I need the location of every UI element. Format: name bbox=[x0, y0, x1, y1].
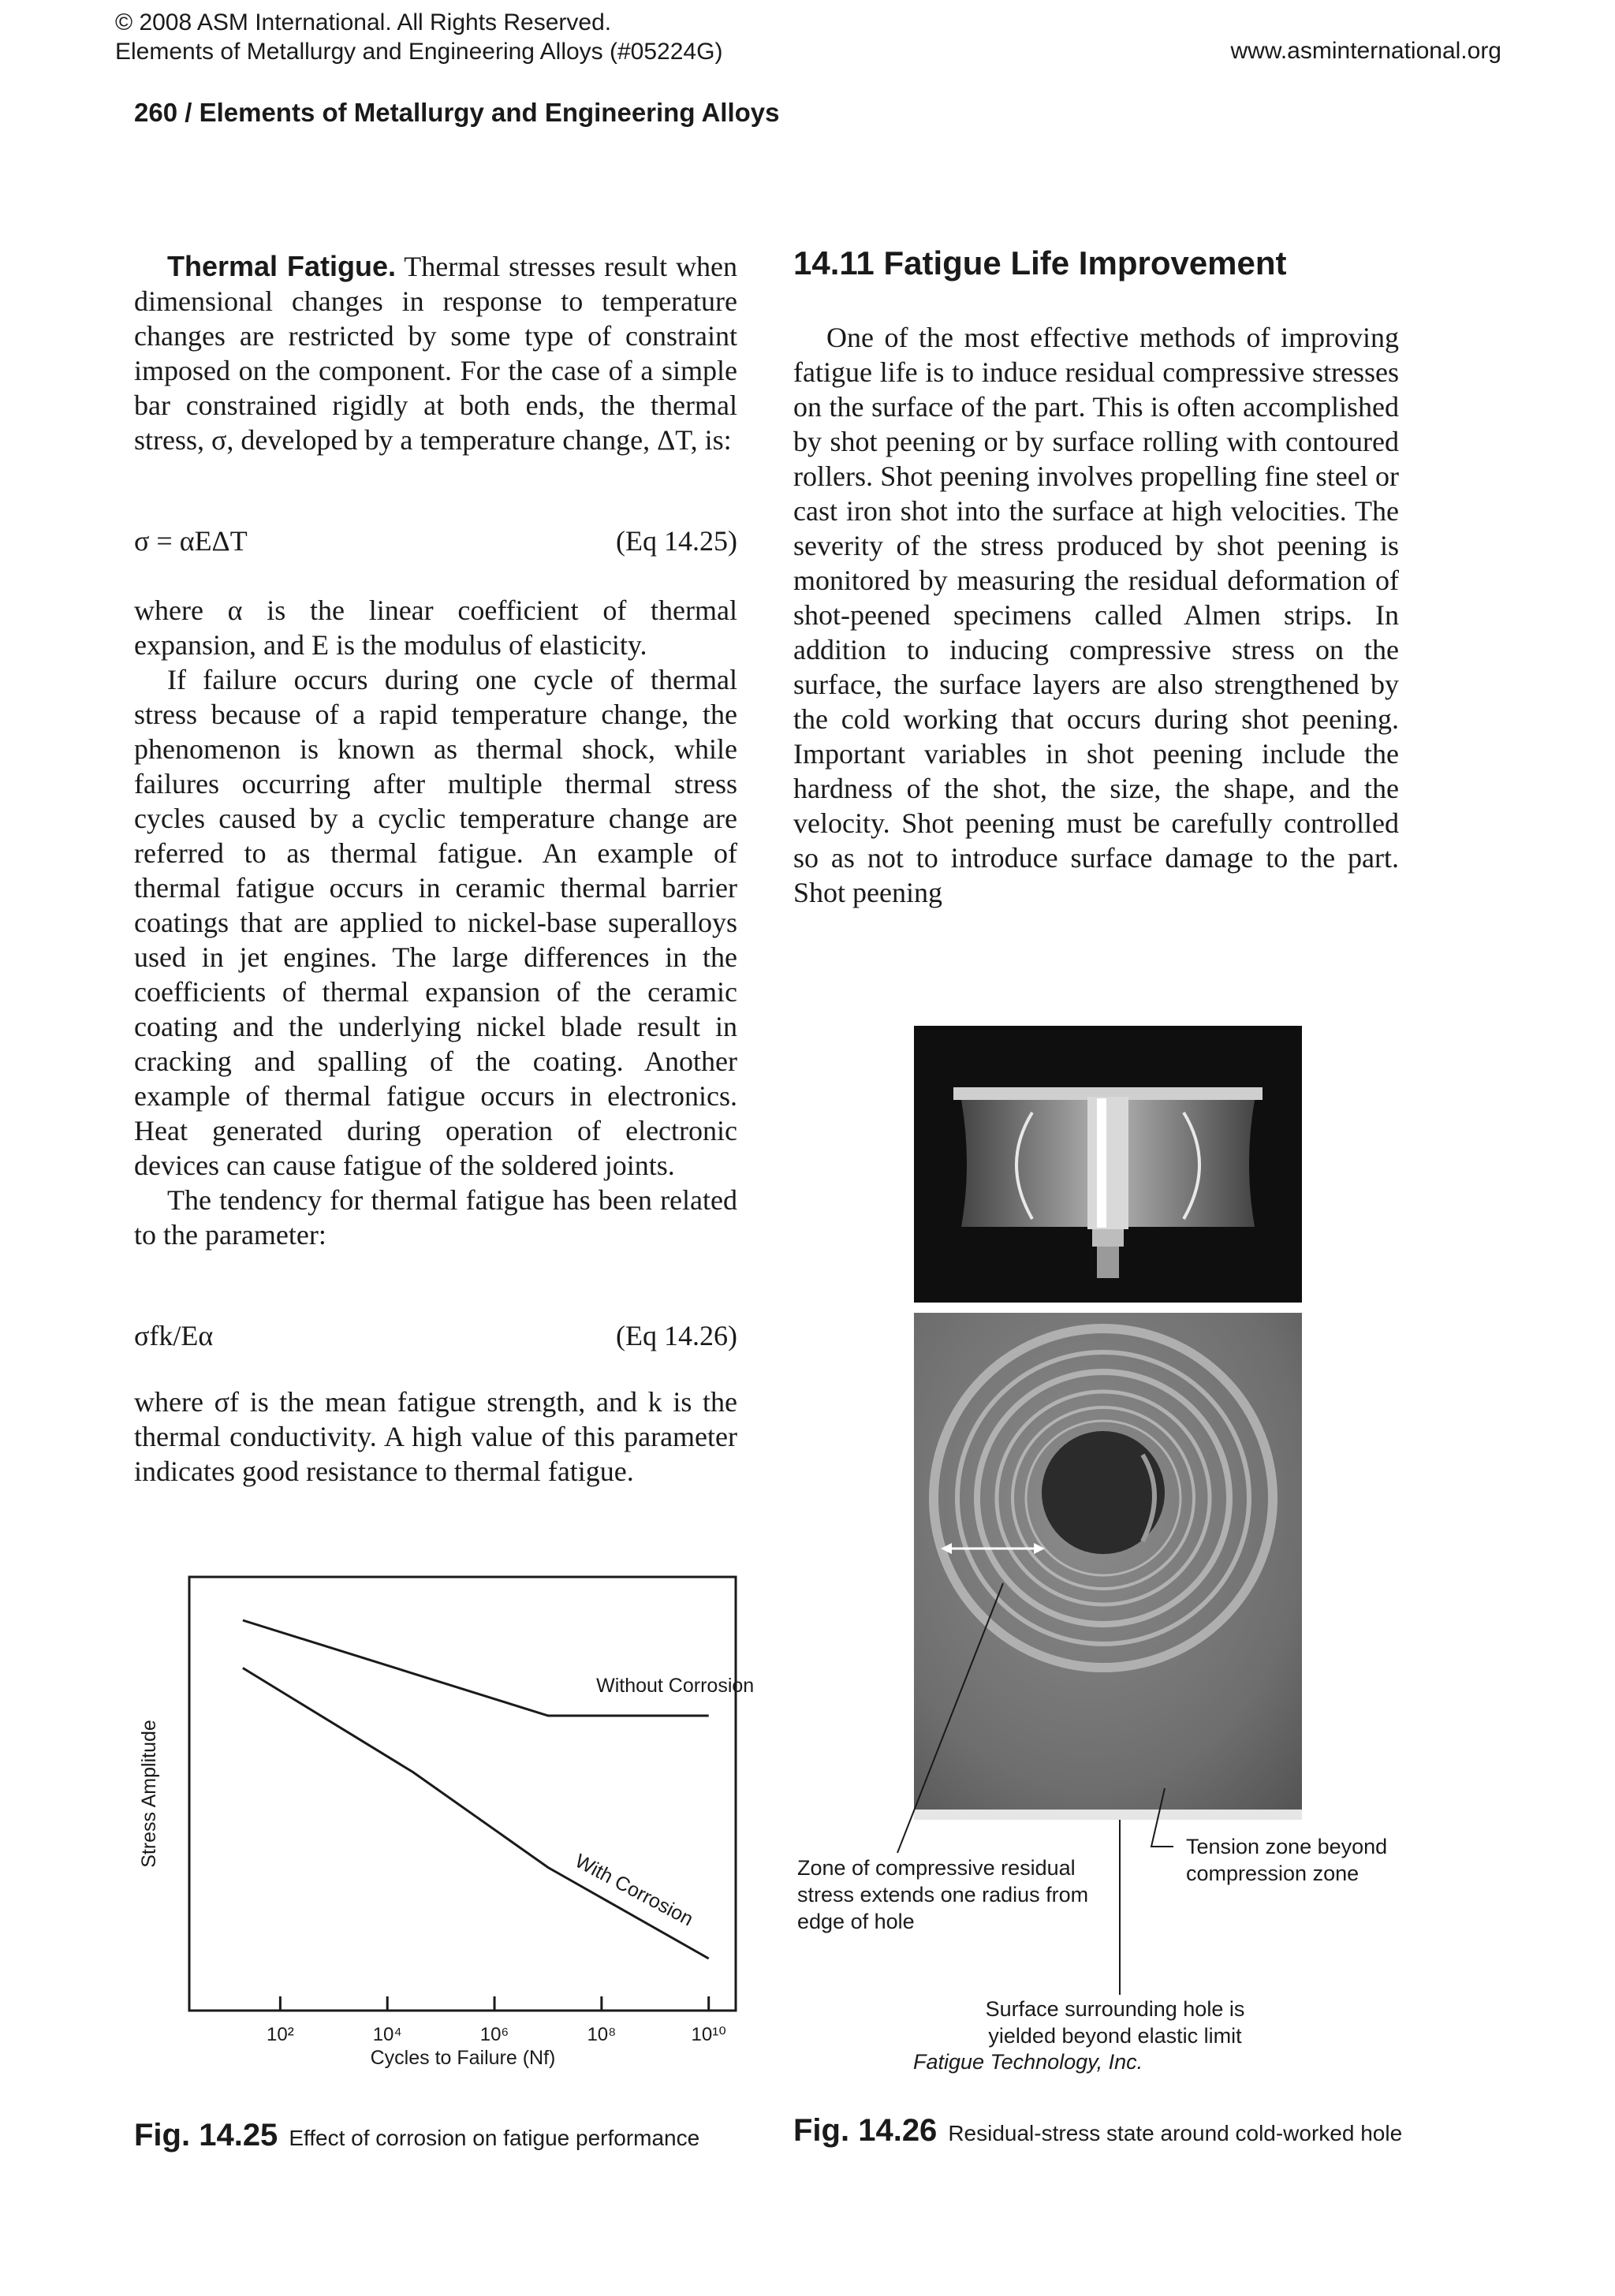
caption-text: Effect of corrosion on fatigue performance bbox=[289, 2126, 700, 2150]
book-title-line: Elements of Metallurgy and Engineering Alloys (#05224G) bbox=[115, 39, 723, 65]
running-head: 260 / Elements of Metallurgy and Engineering Alloys bbox=[134, 98, 780, 127]
y-axis-label: Stress Amplitude bbox=[138, 1720, 160, 1868]
paragraph-text: Thermal stresses result when dimensional changes in response to temperature changes are restricted by some type of constraint imposed on the component. For the case of a simple bar constrained rigidly at both ends, the thermal stress, σ, developed by a temperature change, ΔT, is: bbox=[134, 251, 737, 456]
equation-14-26: σfk/Eα bbox=[134, 1320, 214, 1351]
caption-number: Fig. 14.25 bbox=[134, 2118, 278, 2152]
copyright-line: © 2008 ASM International. All Rights Reserved. bbox=[115, 9, 612, 35]
x-tick-label: 10⁴ bbox=[372, 2024, 402, 2045]
thermal-fatigue-paragraph bbox=[134, 249, 737, 457]
plot-frame bbox=[189, 1577, 736, 2011]
chart-series bbox=[243, 1620, 709, 1959]
series-line-0 bbox=[243, 1620, 709, 1716]
paragraph: The tendency for thermal fatigue has been related to the parameter: bbox=[134, 1184, 737, 1250]
copyright-block bbox=[115, 8, 722, 66]
series-label-without-corrosion: Without Corrosion bbox=[596, 1675, 755, 1697]
fixture-illustration bbox=[914, 1026, 1302, 1303]
x-tick-label: 10⁶ bbox=[479, 2024, 509, 2045]
left-column-top bbox=[134, 249, 737, 457]
figure-caption-14-25 bbox=[134, 2118, 699, 2153]
callout-leaders bbox=[789, 1538, 1419, 2011]
section-heading: 14.11 Fatigue Life Improvement bbox=[793, 244, 1287, 281]
right-column bbox=[793, 320, 1399, 910]
equation-label: (Eq 14.25) bbox=[616, 525, 737, 557]
paragraph: If failure occurs during one cycle of thermal stress because of a rapid temperature change, the phenomenon is known as thermal shock, while failures occurring after multiple thermal stress cycles caused by a cyclic temperature change are referred to as thermal fatigue. An example of thermal fatigue occurs in ceramic thermal barrier coatings that are applied to nickel-base superalloys used in jet engines. The large differences in the coefficients of thermal expansion of the ceramic coating and the underlying nickel blade result in cracking and spalling of the coating. Another example of thermal fatigue occurs in electronics. Heat generated during operation of electronic devices can cause fatigue of the soldered joints. bbox=[134, 664, 737, 1181]
callout-compressive-zone: Zone of compressive residual stress extends one radius from edge of hole bbox=[797, 1856, 1089, 1933]
caption-text: Residual-stress state around cold-worked hole bbox=[948, 2121, 1403, 2145]
left-column-bottom bbox=[134, 1385, 737, 1489]
fixture-photo bbox=[914, 1026, 1302, 1303]
paragraph: where σf is the mean fatigue strength, and k is the thermal conductivity. A high value of this parameter indicates good resistance to thermal fatigue. bbox=[134, 1386, 737, 1487]
thermal-fatigue-heading: Thermal Fatigue. bbox=[167, 250, 396, 282]
photo-credit: Fatigue Technology, Inc. bbox=[913, 2050, 1143, 2074]
fatigue-chart bbox=[126, 1565, 757, 2070]
paragraph: where α is the linear coefficient of thermal expansion, and E is the modulus of elasticity. bbox=[134, 594, 737, 661]
left-column-middle bbox=[134, 593, 737, 1252]
series-line-1 bbox=[243, 1668, 709, 1959]
figure-caption-14-26 bbox=[793, 2113, 1402, 2149]
x-ticks bbox=[267, 1996, 726, 2045]
x-tick-label: 10¹⁰ bbox=[691, 2024, 726, 2045]
callout-tension-zone: Tension zone beyond compression zone bbox=[1186, 1835, 1388, 1885]
caption-number: Fig. 14.26 bbox=[793, 2113, 938, 2148]
callout-surface-yielded: Surface surrounding hole is yielded beyond elastic limit bbox=[985, 1997, 1245, 2048]
series-label-with-corrosion: With Corrosion bbox=[571, 1850, 697, 1931]
x-tick-label: 10² bbox=[267, 2024, 294, 2045]
equation-14-25: σ = αEΔT bbox=[134, 525, 248, 557]
x-tick-label: 10⁸ bbox=[587, 2024, 617, 2045]
x-axis-label: Cycles to Failure (Nf) bbox=[370, 2047, 556, 2069]
equation-label: (Eq 14.26) bbox=[616, 1320, 737, 1351]
website-link[interactable]: www.asminternational.org bbox=[1230, 38, 1501, 64]
paragraph: One of the most effective methods of improving fatigue life is to induce residual compressive stresses on the surface of the part. This is often accomplished by shot peening or by surface rolling with contoured rollers. Shot peening involves propelling fine steel or cast iron shot into the surface at high velocities. The severity of the stress produced by shot peening is monitored by measuring the residual deformation of shot-peened specimens called Almen strips. In addition to inducing compressive stress on the surface, the surface layers are also strengthened by the cold working that occurs during shot peening. Important variables in shot peening include the hardness of the shot, the size, the shape, and the velocity. Shot peening must be carefully controlled so as not to introduce surface damage to the part. Shot peening bbox=[793, 322, 1399, 908]
